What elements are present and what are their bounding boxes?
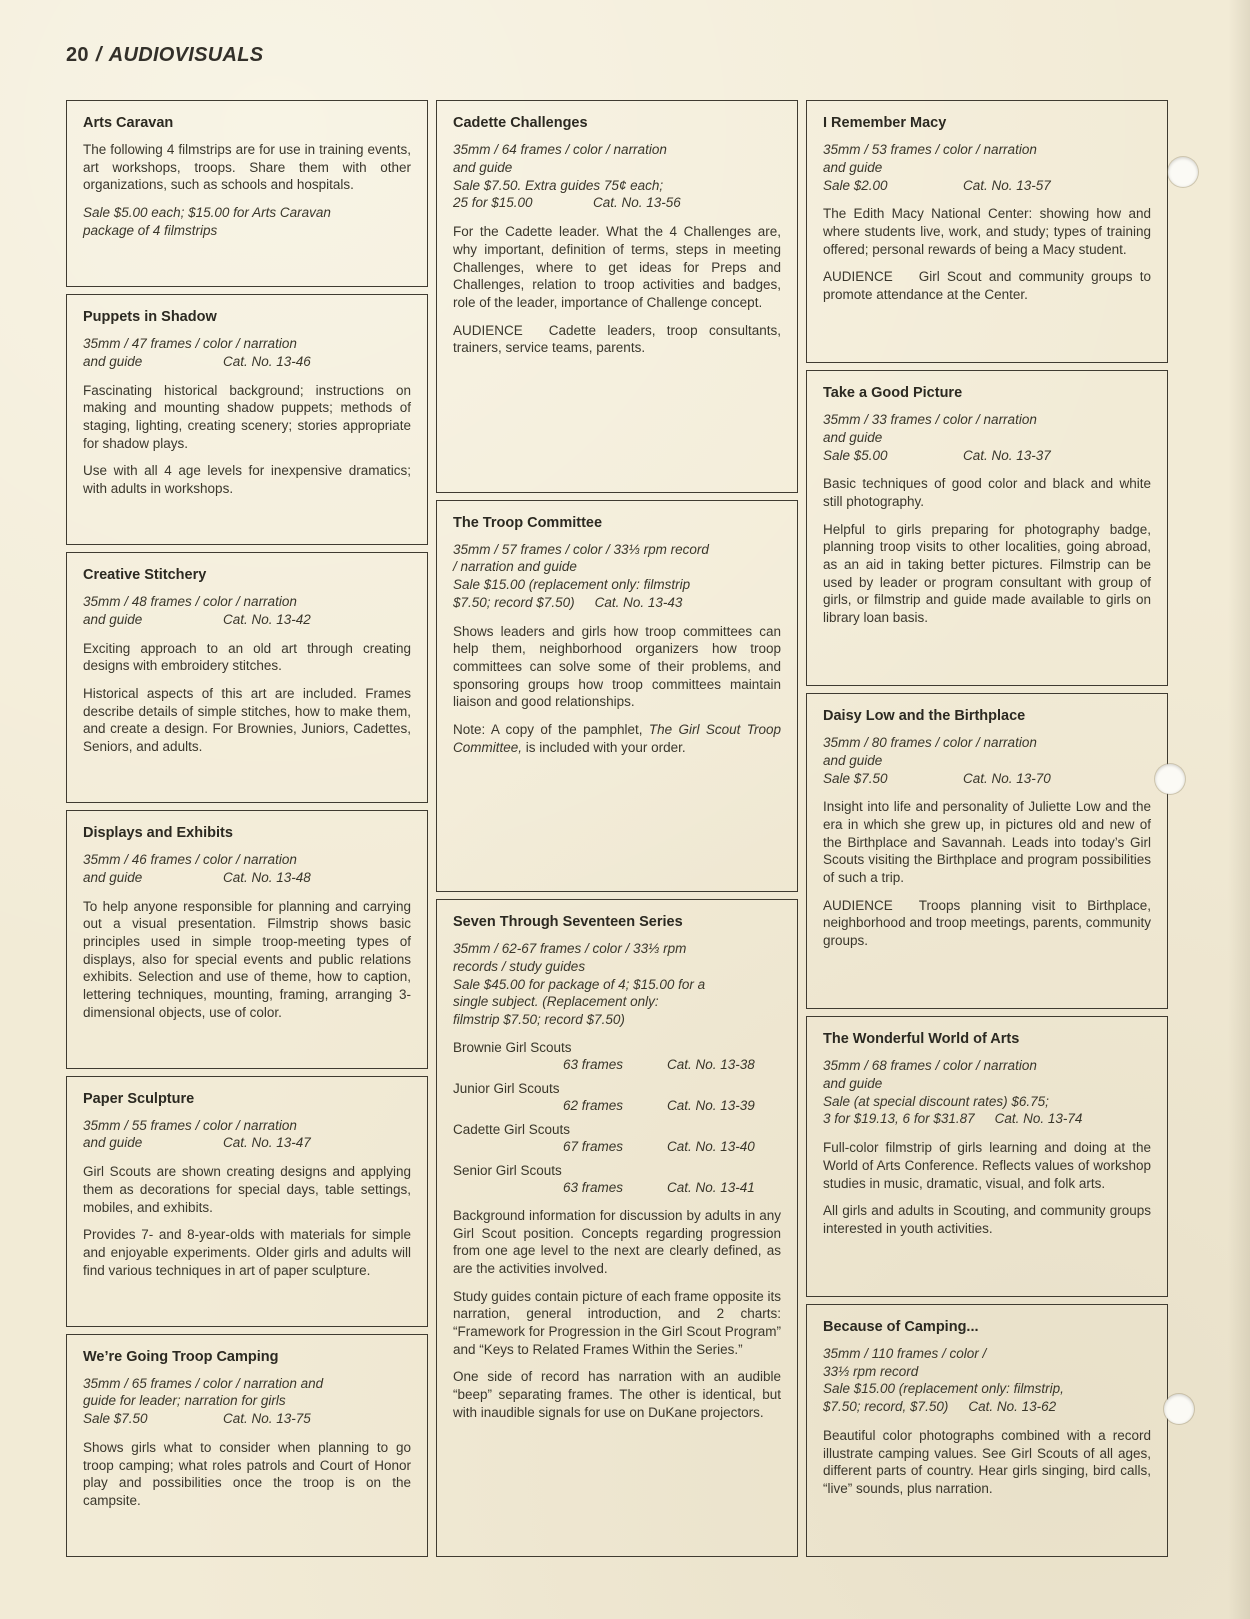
spec-text: records / study guides (453, 958, 586, 974)
entry-title: The Wonderful World of Arts (823, 1031, 1020, 1048)
entry-title: Cadette Challenges (453, 115, 588, 131)
spec-line (83, 353, 411, 371)
spec-text: 35mm / 57 frames / color / 33⅓ rpm record (453, 541, 709, 557)
paragraph: To help anyone responsible for planning and carrying out a visual presentation. Filmstrip shows basic principles used in simple troop-meeting types of displays, also for special events and public relations exhibits. Selection and use of theme, how to caption, lettering techniques, mounting, framing, arranging 3-dimensional objects, use of color. (83, 898, 411, 1020)
entry-specs (823, 734, 1151, 787)
spec-text: and guide (83, 1135, 143, 1151)
entry-title: Creative Stitchery (83, 566, 207, 583)
series-name: Brownie Girl Scouts (453, 1040, 572, 1056)
spec-text: Sale $15.00 (replacement only: filmstrip, (823, 1381, 1064, 1397)
spec-line (453, 1011, 781, 1029)
paragraph: AUDIENCE Girl Scout and community groups to promote attendance at the Center. (823, 269, 1151, 303)
spec-line (83, 204, 411, 222)
spec-text: package of 4 filmstrips (83, 222, 218, 238)
catalog-number: Cat. No. 13-43 (594, 594, 683, 610)
paragraph: Exciting approach to an old art through creating designs with embroidery stitches. (83, 640, 411, 674)
spec-line (453, 558, 781, 576)
catalog-number: Cat. No. 13-47 (223, 1135, 311, 1151)
entry-specs (453, 141, 781, 212)
spec-line (823, 1093, 1151, 1111)
paragraph: AUDIENCE Troops planning visit to Birthplace, neighborhood and troop meetings, parents, community groups. (823, 897, 1151, 949)
spec-line (83, 593, 411, 611)
entry-specs (823, 1345, 1151, 1416)
spec-text: Sale $2.00 (823, 177, 888, 193)
spec-text: 35mm / 64 frames / color / narration (453, 142, 667, 157)
catalog-number: Cat. No. 13-39 (667, 1098, 755, 1114)
spec-line (823, 1057, 1151, 1075)
spec-text: 35mm / 48 frames / color / narration (83, 593, 297, 609)
entry-title: Because of Camping... (823, 1318, 979, 1335)
spec-text: Sale $7.50 (83, 1411, 148, 1427)
series-list (453, 1040, 781, 1195)
paragraph: All girls and adults in Scouting, and community groups interested in youth activities. (823, 1203, 1151, 1236)
paragraph: Helpful to girls preparing for photography badge, planning troop visits to other localities, going abroad, as an aid in taking better pictures. Filmstrip can be used by leader or program consultant with group of girls, or filmstrip and guide made available to girls on library loan basis. (823, 521, 1151, 626)
spec-line (453, 594, 781, 612)
spec-line (823, 1398, 1151, 1416)
series-name: Senior Girl Scouts (453, 1163, 562, 1179)
spec-line (823, 1110, 1151, 1128)
entry-title: Seven Through Seventeen Series (453, 914, 683, 930)
entry-specs (823, 1057, 1151, 1128)
paragraph: The following 4 filmstrips are for use in training events, art workshops, troops. Share them with other organizations, such as schools and hospitals. (83, 142, 411, 193)
spec-line (453, 141, 781, 159)
paragraph: Shows girls what to consider when planning to go troop camping; what roles patrols and Court of Honor play and possibilities once the troop is on the campsite. (83, 1440, 411, 1509)
spec-text: guide for leader; narration for girls (83, 1393, 286, 1409)
entry-specs (823, 141, 1151, 194)
spec-text: Sale $15.00 (replacement only: filmstrip (453, 577, 691, 593)
spec-text: and guide (823, 159, 883, 175)
series-detail (453, 1098, 781, 1113)
spec-text: filmstrip $7.50; record $7.50) (453, 1012, 625, 1028)
spec-text: 35mm / 33 frames / color / narration (823, 412, 1037, 427)
catalog-number: Cat. No. 13-57 (963, 177, 1051, 193)
entry-specs (83, 851, 411, 887)
entry-specs (83, 1117, 411, 1153)
spec-text: / narration and guide (453, 559, 577, 575)
spec-text: 35mm / 65 frames / color / narration and (83, 1375, 324, 1391)
spec-line (453, 993, 781, 1011)
spec-text: 35mm / 53 frames / color / narration (823, 142, 1037, 157)
spec-line (823, 752, 1151, 770)
entry-creative-stitchery (66, 552, 428, 803)
spec-text: $7.50; record, $7.50) (823, 1399, 949, 1415)
spec-line (83, 1410, 411, 1428)
spec-text: 35mm / 47 frames / color / narration (83, 335, 297, 351)
spec-line (823, 177, 1151, 195)
spec-line (453, 159, 781, 177)
spec-text: 35mm / 68 frames / color / narration (823, 1058, 1037, 1074)
entry-title: Displays and Exhibits (83, 824, 233, 841)
series-frames: 63 frames (563, 1180, 624, 1196)
spec-text: single subject. (Replacement only: (453, 994, 659, 1010)
spec-line (823, 1345, 1151, 1363)
series-detail (453, 1180, 781, 1195)
entry-specs (83, 1375, 411, 1428)
entry-title: Paper Sculpture (83, 1090, 195, 1107)
audience-label: AUDIENCE (823, 269, 893, 285)
entry-because-of-camping (806, 1304, 1168, 1557)
series-item (453, 1081, 781, 1113)
spec-text: 35mm / 110 frames / color / (823, 1345, 987, 1361)
paragraph: Study guides contain picture of each frame opposite its narration, general introduction, and 2 charts: “Framework for Progression in the Girl Scout Program” and “Keys to Related Frames Within the Series.” (453, 1288, 781, 1357)
paragraph: Full-color filmstrip of girls learning and doing at the World of Arts Conference. Reflects values of workshop studies in music, dramatic, visual, and folk arts. (823, 1140, 1151, 1191)
series-item (453, 1163, 781, 1195)
entry-specs (83, 204, 411, 240)
columns (66, 100, 1168, 1557)
entry-were-going-troop-camping (66, 1334, 428, 1557)
entry-title: We’re Going Troop Camping (83, 1348, 279, 1365)
paragraph: One side of record has narration with an audible “beep” separating frames. The other is identical, but with inaudible signals for use on DuKane projectors. (453, 1369, 781, 1420)
spec-text: $7.50; record $7.50) (453, 594, 575, 610)
spec-line (823, 1363, 1151, 1381)
spec-text: 35mm / 55 frames / color / narration (83, 1117, 297, 1133)
spec-line (83, 1392, 411, 1410)
spec-line (823, 770, 1151, 788)
entry-title: I Remember Macy (823, 115, 947, 131)
spec-text: and guide (823, 1075, 883, 1091)
paragraph: Historical aspects of this art are included. Frames describe details of simple stitches, how to make them, and create a design. For Brownies, Juniors, Cadettes, Seniors, and adults. (83, 685, 411, 754)
text-segment: Note: A copy of the pamphlet, (453, 722, 649, 738)
entry-the-troop-committee (436, 500, 798, 893)
entry-specs (83, 335, 411, 371)
entry-arts-caravan (66, 100, 428, 287)
spec-text: 35mm / 46 frames / color / narration (83, 851, 297, 867)
spec-line (83, 1375, 411, 1393)
paragraph (453, 721, 781, 756)
paragraph: The Edith Macy National Center: showing how and where students live, work, and study; types of training offered; personal rewards of being a Macy student. (823, 206, 1151, 257)
text-segment: The Girl Scout Troop Committee, (453, 722, 781, 755)
spec-line (823, 159, 1151, 177)
catalog-number: Cat. No. 13-37 (963, 447, 1051, 463)
catalog-number: Cat. No. 13-48 (223, 869, 311, 885)
audience-label: AUDIENCE (453, 322, 523, 338)
spec-text: and guide (83, 869, 143, 885)
paragraph: AUDIENCE Cadette leaders, troop consultants, trainers, service teams, parents. (453, 322, 781, 356)
spec-line (83, 1134, 411, 1152)
spec-text: Sale $5.00 (823, 447, 888, 463)
spec-text: 35mm / 62-67 frames / color / 33⅓ rpm (453, 941, 687, 956)
column-3 (806, 100, 1168, 1557)
series-item (453, 1040, 781, 1072)
spec-text: and guide (83, 611, 143, 627)
spec-line (83, 335, 411, 353)
catalog-number: Cat. No. 13-56 (593, 195, 681, 211)
punch-hole (1168, 157, 1198, 187)
spec-text: and guide (823, 752, 883, 768)
spec-line (453, 541, 781, 559)
spec-line (823, 1075, 1151, 1093)
catalog-number: Cat. No. 13-74 (994, 1111, 1083, 1127)
entry-title: The Troop Committee (453, 514, 603, 531)
spec-text: and guide (823, 429, 883, 445)
catalog-number: Cat. No. 13-38 (667, 1057, 755, 1073)
entry-seven-through-seventeen-series (436, 899, 798, 1557)
spec-text: Sale (at special discount rates) $6.75; (823, 1093, 1049, 1109)
spec-line (83, 222, 411, 240)
audience-label: AUDIENCE (823, 897, 893, 913)
entry-puppets-in-shadow (66, 294, 428, 545)
entry-title: Puppets in Shadow (83, 308, 217, 325)
series-frames: 62 frames (563, 1098, 624, 1114)
paragraph: Beautiful color photographs combined with a record illustrate camping values. See Girl Scouts of all ages, different parts of country. Hear girls singing, bird calls, “live” sounds, plus narration. (823, 1428, 1151, 1497)
spec-line (823, 429, 1151, 447)
series-frames: 63 frames (563, 1057, 624, 1073)
entry-take-a-good-picture (806, 370, 1168, 686)
page-section-title: AUDIOVISUALS (108, 44, 264, 66)
spec-line (83, 869, 411, 887)
series-detail (453, 1139, 781, 1154)
entry-i-remember-macy (806, 100, 1168, 363)
paragraph: Girl Scouts are shown creating designs and applying them as decorations for special days, table settings, mobiles, and exhibits. (83, 1164, 411, 1215)
catalog-number: Cat. No. 13-70 (963, 770, 1051, 786)
spec-line (83, 1117, 411, 1135)
spec-text: Sale $45.00 for package of 4; $15.00 for a (453, 976, 706, 992)
page-edge-shadow (1228, 0, 1250, 1619)
spec-text: 25 for $15.00 (453, 195, 533, 211)
paragraph: Fascinating historical background; instructions on making and mounting shadow puppets; methods of staging, lighting, creating scenery; stories appropriate for shadow plays. (83, 382, 411, 451)
punch-hole (1155, 764, 1185, 794)
spec-text: 33⅓ rpm record (823, 1363, 919, 1379)
catalog-number: Cat. No. 13-40 (667, 1139, 755, 1155)
entry-specs (453, 541, 781, 612)
text-segment: is included with your order. (522, 739, 686, 755)
entry-the-wonderful-world-of-arts (806, 1016, 1168, 1297)
spec-text: Sale $5.00 each; $15.00 for Arts Caravan (83, 205, 331, 221)
spec-line (823, 734, 1151, 752)
column-2 (436, 100, 798, 1557)
spec-text: 3 for $19.13, 6 for $31.87 (823, 1111, 975, 1127)
spec-line (453, 194, 781, 212)
spec-line (83, 611, 411, 629)
catalog-number: Cat. No. 13-62 (968, 1399, 1057, 1415)
spec-line (453, 958, 781, 976)
header-separator: / (95, 44, 102, 66)
paragraph: Use with all 4 age levels for inexpensive dramatics; with adults in workshops. (83, 463, 411, 496)
spec-text: Sale $7.50. Extra guides 75¢ each; (453, 177, 664, 193)
catalog-number: Cat. No. 13-42 (223, 611, 311, 627)
page-number: 20 (66, 44, 89, 66)
paragraph: Basic techniques of good color and black and white still photography. (823, 476, 1151, 510)
series-name: Cadette Girl Scouts (453, 1122, 571, 1138)
spec-line (453, 976, 781, 994)
entry-daisy-low-and-the-birthplace (806, 693, 1168, 1009)
spec-text: Sale $7.50 (823, 770, 888, 786)
paragraph: Shows leaders and girls how troop committees can help them, neighborhood organizers how troop committees can solve some of their problems, and sponsoring groups how troop committees maintain liaison and good relationships. (453, 623, 781, 710)
entry-displays-and-exhibits (66, 810, 428, 1069)
entry-cadette-challenges (436, 100, 798, 493)
entry-specs (453, 940, 781, 1029)
entry-paper-sculpture (66, 1076, 428, 1327)
spec-text: and guide (83, 353, 143, 369)
catalog-number: Cat. No. 13-41 (667, 1180, 755, 1196)
entry-specs (823, 411, 1151, 464)
spec-line (823, 447, 1151, 465)
catalog-number: Cat. No. 13-75 (223, 1411, 311, 1427)
spec-line (453, 177, 781, 195)
paragraph: For the Cadette leader. What the 4 Challenges are, why important, definition of terms, steps in meeting Challenges, where to get ideas for Preps and Challenges, relation to troop activities and badges, role of the leader, importance of Challenge concept. (453, 224, 781, 310)
column-1 (66, 100, 428, 1557)
series-name: Junior Girl Scouts (453, 1081, 560, 1097)
series-frames: 67 frames (563, 1139, 624, 1155)
spec-line (823, 411, 1151, 429)
paragraph: Provides 7- and 8-year-olds with materials for simple and enjoyable experiments. Older girls and adults will find various techniques in art of paper sculpture. (83, 1227, 411, 1278)
spec-line (823, 141, 1151, 159)
spec-line (823, 1380, 1151, 1398)
punch-hole (1164, 1394, 1194, 1424)
page-header (66, 44, 263, 67)
entry-title: Arts Caravan (83, 115, 174, 131)
spec-text: and guide (453, 159, 513, 175)
series-detail (453, 1057, 781, 1072)
spec-line (83, 851, 411, 869)
entry-title: Daisy Low and the Birthplace (823, 708, 1026, 725)
spec-line (453, 940, 781, 958)
series-item (453, 1122, 781, 1154)
paragraph: Insight into life and personality of Juliette Low and the era in which she grew up, in pictures old and new of the Birthplace and Savannah. Leads into today’s Girl Scouts visiting the Birthplace and program possibilities of such a trip. (823, 799, 1151, 886)
entry-title: Take a Good Picture (823, 385, 963, 401)
spec-text: 35mm / 80 frames / color / narration (823, 735, 1037, 751)
catalog-number: Cat. No. 13-46 (223, 353, 311, 369)
spec-line (453, 576, 781, 594)
entry-specs (83, 593, 411, 629)
paragraph: Background information for discussion by adults in any Girl Scout position. Concepts regarding progression from one age level to the next are clearly defined, as are the activities involved. (453, 1208, 781, 1277)
